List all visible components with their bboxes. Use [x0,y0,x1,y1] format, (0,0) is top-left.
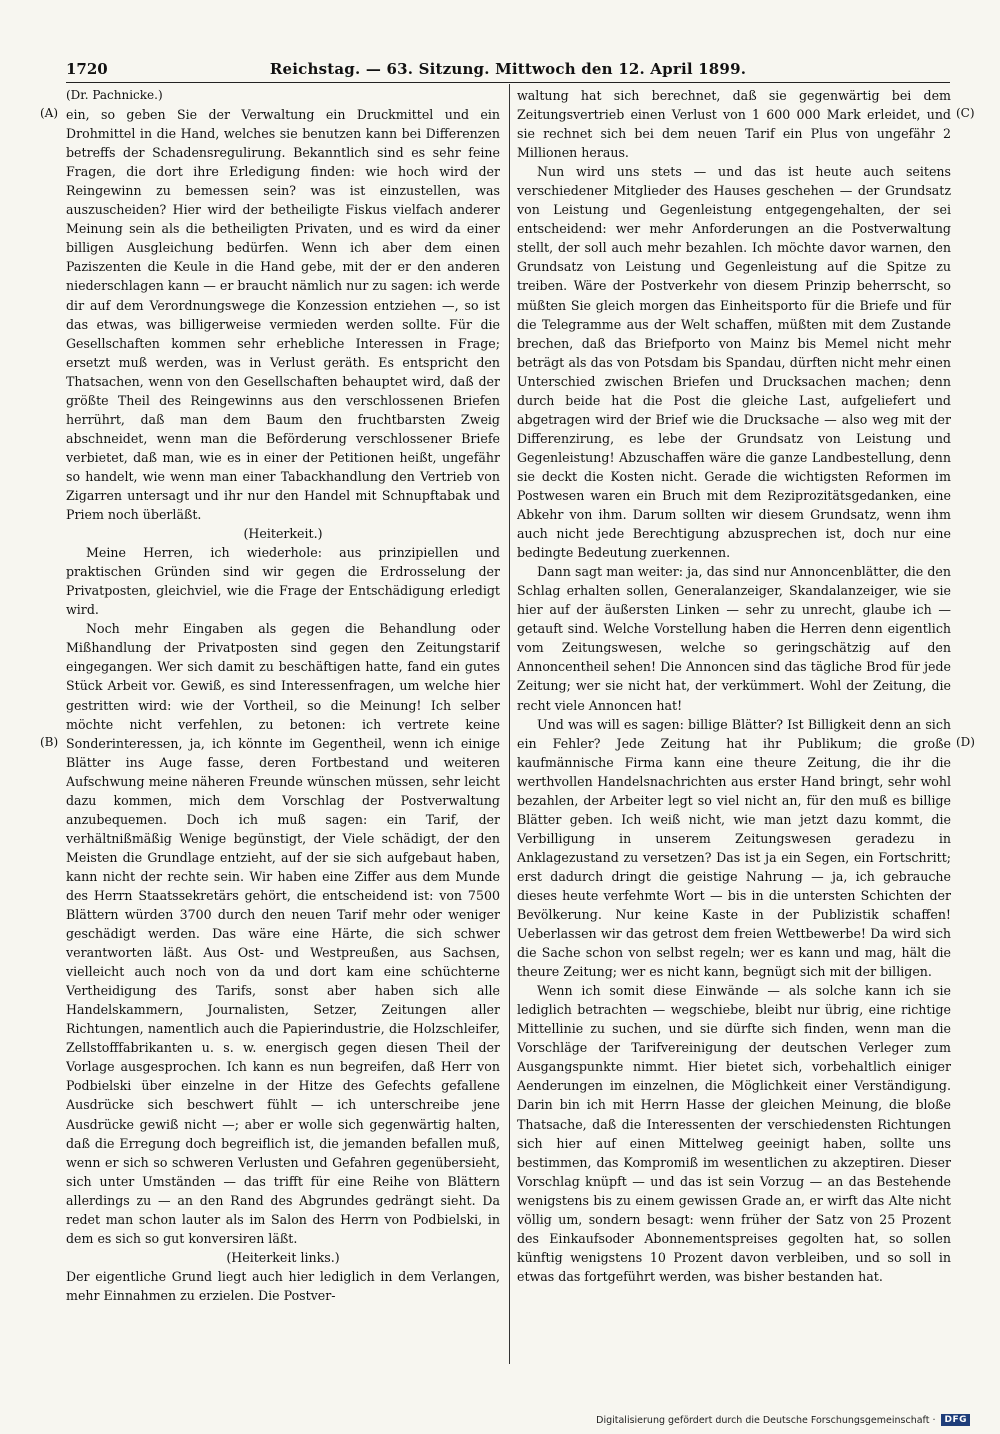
left-column [66,86,500,1305]
paragraph: Wenn ich somit diese Einwände — als solche kann ich sie lediglich betrachten — wegschiebe, bleibt nur übrig, eine richtige Mittellinie zu suchen, und sie dürfte sich finden, wenn man die Vorschläge der Tarifvereinigung der deutschen Verleger zum Ausgangspunkte nimmt. Hier bietet sich, vorbehaltlich einiger Aenderungen im einzelnen, die Möglichkeit einer Verständigung. Darin bin ich mit Herrn Hasse der gleichen Meinung, die bloße Thatsache, daß die Interessenten der verschiedensten Richtungen sich hier auf einen Mittelweg geeinigt haben, sollte uns bestimmen, das Kompromiß im wesentlichen zu akzeptiren. Dieser Vorschlag knüpft — und das ist sein Vorzug — an das Bestehende wenigstens bis zu einem gewissen Grade an, er wirft das Alte nicht völlig um, sondern besagt: wenn früher der Satz von 25 Prozent des Einkaufsoder Abonnementspreises gegolten hat, so sollen künftig wenigstens 10 Prozent davon verbleiben, und so soll in etwas das fortgeführt werden, was bisher bestanden hat. [517,983,951,1284]
right-column [517,86,951,1286]
speaker-label: (Dr. Pachnicke.) [66,88,163,102]
credit-text: Digitalisierung gefördert durch die Deutsche Forschungsgemeinschaft · [596,1414,936,1426]
interjection: (Heiterkeit.) [243,526,323,542]
page-header [66,58,950,83]
paragraph: Und was will es sagen: billige Blätter? Ist Billigkeit denn an sich ein Fehler? Jede Zeitung hat ihr Publikum; die große kaufmännische Firma kann eine theure Zeitung, die ihr die werthvollen Handelsnachrichten aus erster Hand bringt, sehr wohl bezahlen, der Arbeiter legt so viel nicht an, für den muß es billige Blätter geben. Ich weiß nicht, wie man jetzt dazu kommt, die Verbilligung in unserem Zeitungswesen geradezu in Anklagezustand zu versetzen? Das ist ja ein Segen, ein Fortschritt; erst dadurch dringt die geistige Nahrung — ja, ich gebrauche dieses heute verfehmte Wort — bis in die untersten Schichten der Bevölkerung. Nur keine Kaste in der Publizistik schaffen! Ueberlassen wir das getrost dem freien Wettbewerbe! Da wird sich die Sache schon von selbst regeln; wer es kann und mag, hält die theure Zeitung; wer es nicht kann, begnügt sich mit der billigen. [517,716,951,980]
margin-marker-a: (A) [40,106,59,120]
digitization-credit [596,1412,970,1428]
interjection: (Heiterkeit links.) [226,1249,340,1265]
page-title: Reichstag. — 63. Sitzung. Mittwoch den 12. April 1899. [269,60,747,78]
paragraph: ein, so geben Sie der Verwaltung ein Druckmittel und ein Drohmittel in die Hand, welches sie benutzen kann bei Differenzen betreffs der Schadensregulirung. Bekanntlich sind es sehr feine Fragen, die dort ihre Erledigung finden: wie hoch wird der Reingewinn zu bemessen sein? was ist einzustellen, was auszuscheiden? Hier wird der betheiligte Fiskus vielfach anderer Meinung sein als die betheiligten Privaten, und es wird da einer billigen Ausgleichung bedürfen. Wenn ich aber dem einen Paziszenten die Keule in die Hand gebe, mit der er den anderen niederschlagen kann — er braucht nämlich nur zu sagen: ich werde dir auf dem Verordnungswege die Konzession entziehen —, so ist das etwas, was billigerweise vermieden werden sollte. Für die Gesellschaften kommen sehr erhebliche Interessen in Frage; ersetzt muß werden, was in Verlust geräth. Es entspricht den Thatsachen, wenn von den Gesellschaften behauptet wird, daß der größte Theil des Reingewinns aus den verschlossenen Briefen herrührt, daß man dem Baum den fruchtbarsten Zweig abschneidet, wenn man die Beförderung verschlossener Briefe verbietet, daß man, wie es in einer der Petitionen heißt, ungefähr so handelt, wie wenn man einer Tabackhandlung den Vertrieb von Zigarren untersagt und ihr nur den Handel mit Schnupftabak und Priem noch überläßt. [66,107,500,523]
paragraph: Noch mehr Eingaben als gegen die Behandlung oder Mißhandlung der Privatposten sind gegen den Zeitungstarif eingegangen. Wer sich damit zu beschäftigen hatte, fand ein gutes Stück Arbeit vor. Gewiß, es sind Interessenfragen, um welche hier gestritten wird: wie der Vortheil, so die Meinung! Ich selber möchte nicht verfehlen, zu betonen: ich vertrete keine Sonderinteressen, ja, ich könnte im Gegentheil, wenn ich einige Blätter ins Auge fasse, deren Fortbestand und weiteren Aufschwung meine näheren Freunde wünschen müssen, sehr leicht dazu kommen, mich dem Vorschlag der Postverwaltung anzubequemen. Doch ich muß sagen: ein Tarif, der verhältnißmäßig Wenige begünstigt, der Viele schädigt, der den Meisten die Grundlage entzieht, auf der sie sich aufgebaut haben, kann nicht der rechte sein. Wir haben eine Ziffer aus dem Munde des Herrn Staatssekretärs gehört, die entscheidend ist: von 7500 Blättern würden 3700 durch den neuen Tarif mehr oder weniger geschädigt werden. Das wäre eine Härte, die sich schwer verantworten läßt. Aus Ost- und Westpreußen, aus Sachsen, vielleicht auch noch von da und dort kam eine schüchterne Vertheidigung des Tarifs, sonst aber haben sich alle Handelskammern, Journalisten, Setzer, Zeitungen aller Richtungen, namentlich auch die Papierindustrie, die Holzschleifer, Zellstofffabrikanten u. s. w. energisch gegen diesen Theil der Vorlage ausgesprochen. Ich kann es nun begreifen, daß Herr von Podbielski über einzelne in der Hitze des Gefechts gefallene Ausdrücke sich beschwert fühlt — ich unterschreibe jene Ausdrücke gewiß nicht —; aber er wolle sich gegenwärtig halten, daß die Erregung doch begreiflich ist, die jemanden befallen muß, wenn er sich so schweren Verlusten und Gefahren gegenübersieht, sich unter Umständen — das trifft für eine Reihe von Blättern allerdings zu — an den Rand des Abgrundes gedrängt sieht. Da redet man schon lauter als im Salon des Herrn von Podbielski, in dem es sich so gut konversiren läßt. [66,621,500,1246]
margin-marker-c: (C) [956,106,975,120]
paragraph: Dann sagt man weiter: ja, das sind nur Annoncenblätter, die den Schlag erhalten sollen, Generalanzeiger, Skandalanzeiger, wie sie hier auf der äußersten Linken — sehr zu unrecht, glaube ich — getauft sind. Welche Vorstellung haben die Herren denn eigentlich vom Zeitungswesen, welche so geringschätzig auf den Annoncentheil sehen! Die Annoncen sind das tägliche Brod für jede Zeitung; wer sie nicht hat, der verkümmert. Wohl der Zeitung, die recht viele Annoncen hat! [517,564,951,713]
paragraph: waltung hat sich berechnet, daß sie gegenwärtig bei dem Zeitungsvertrieb einen Verlust von 1 600 000 Mark erleidet, und sie rechnet sich bei dem neuen Tarif ein Plus von ungefähr 2 Millionen heraus. [517,88,951,161]
paragraph: Der eigentliche Grund liegt auch hier lediglich in dem Verlangen, mehr Einnahmen zu erzielen. Die Postver- [66,1268,500,1303]
paragraph: Meine Herren, ich wiederhole: aus prinzipiellen und praktischen Gründen sind wir gegen die Erdrosselung der Privatposten, gleichviel, wie die Frage der Entschädigung erledigt wird. [66,545,500,618]
column-divider [509,84,510,1364]
paragraph: Nun wird uns stets — und das ist heute auch seitens verschiedener Mitglieder des Hauses geschehen — der Grundsatz von Leistung und Gegenleistung entgegengehalten, der sei entscheidend: wer mehr Anforderungen an die Postverwaltung stellt, der soll auch mehr bezahlen. Ich möchte davor warnen, den Grundsatz von Leistung und Gegenleistung auf die Spitze zu treiben. Wäre der Postverkehr von diesem Prinzip beherrscht, so müßten Sie gleich morgen das Einheitsporto für die Briefe und für die Telegramme aus der Welt schaffen, müßten mit dem Zustande brechen, daß das Briefporto von Mainz bis Memel nicht mehr beträgt als das von Potsdam bis Spandau, dürften nicht mehr einen Unterschied zwischen Briefen und Drucksachen machen; denn durch beide hat die Post die gleiche Last, aufgeliefert und abgetragen wird der Brief wie die Drucksache — also weg mit der Differenzirung, es lebe der Grundsatz von Leistung und Gegenleistung! Abzuschaffen wäre die ganze Landbestellung, denn sie deckt die Kosten nicht. Gerade die wichtigsten Reformen im Postwesen waren ein Bruch mit dem Reziprozitätsgedanken, eine Abkehr von ihm. Darum sollten wir diesem Grundsatz, wenn ihm auch nicht jede Berechtigung abzusprechen ist, doch nur eine bedingte Bedeutung zuerkennen. [517,164,951,561]
margin-marker-b: (B) [40,735,59,749]
dfg-logo: DFG [941,1414,970,1426]
page-number: 1720 [66,60,108,78]
margin-marker-d: (D) [956,735,975,749]
